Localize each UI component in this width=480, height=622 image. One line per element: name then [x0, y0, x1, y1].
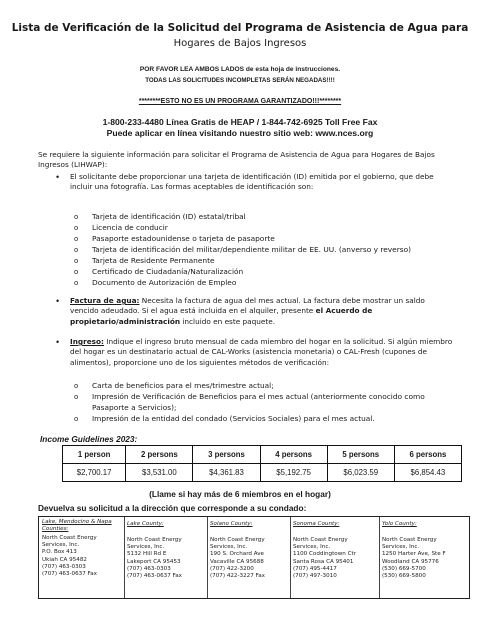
document-title: Lista de Verificación de la Solicitud del Programa de Asistencia de Agua para: [11, 22, 469, 34]
income-guidelines-label: Income Guidelines 2023:: [40, 434, 138, 444]
income-guidelines-table: [62, 445, 462, 482]
bullet-icon: •: [56, 172, 60, 182]
water-bill-bold-text: el Acuerdo de propietario/administración: [70, 306, 373, 326]
id-item-text: Tarjeta de identificación del militar/dependiente militar de EE. UU. (anverso y reverso): [92, 245, 412, 254]
address-line: (707) 422-3200: [210, 565, 254, 572]
income-item: [74, 381, 432, 392]
address-line: Woodland CA 95776: [382, 558, 439, 565]
address-line: (707) 497-3010: [293, 573, 337, 580]
circle-bullet-icon: o: [74, 213, 79, 221]
circle-bullet-icon: o: [74, 235, 79, 243]
address-line: (707) 495-4417: [293, 565, 337, 572]
address-line: (530) 669-5700: [382, 565, 426, 572]
instructions-line-2: TODAS LAS SOLICITUDES INCOMPLETAS SERÁN NEGADAS!!!!: [145, 77, 335, 84]
table-cell: $3,531.00: [126, 464, 193, 482]
table-header-row: [63, 446, 462, 464]
county-column: [291, 517, 380, 598]
phone-line: 1-800-233-4480 Línea Gratis de HEAP / 1-844-742-6925 Toll Free Fax: [102, 117, 378, 127]
county-name: Yolo County:: [382, 521, 417, 527]
address-line: Services, Inc.: [210, 544, 248, 551]
address-line: Vacaville CA 95688: [210, 558, 264, 565]
income-item: [74, 392, 432, 413]
instructions-line-1: POR FAVOR LEA AMBOS LADOS de esta hoja de instrucciones.: [139, 66, 341, 73]
online-line: Puede aplicar en línea visitando nuestro sitio web: www.nces.org: [106, 128, 374, 138]
table-header-cell: 4 persons: [260, 446, 327, 464]
table-row: [63, 464, 462, 482]
county-name: Sonoma County:: [293, 521, 340, 527]
address-line: (707) 463-0303: [42, 563, 86, 570]
address-line: Lakeport CA 95453: [127, 558, 181, 565]
county-column: [125, 517, 208, 598]
county-column: [39, 517, 125, 598]
address-line: North Coast Energy: [293, 537, 348, 543]
income-item-text: Impresión de la entidad del condado (Servicios Sociales) para el mes actual.: [92, 414, 375, 423]
table-header-cell: 5 persons: [327, 446, 394, 464]
income-item-text: Impresión de Verificación de Beneficios para el mes actual (anteriormente conocido como Pasaporte a Servicios);: [92, 392, 425, 412]
county-name: Lake, Mendocino & Napa Counties:: [42, 519, 112, 533]
address-line: 1100 Coddingtown Ctr: [293, 551, 357, 558]
income-item-text: Carta de beneficios para el mes/trimestre actual;: [92, 381, 274, 390]
address-line: Santa Rosa CA 95401: [293, 558, 354, 565]
address-line: P.O. Box 413: [42, 549, 77, 556]
county-name: Lake County:: [127, 521, 164, 527]
circle-bullet-icon: o: [74, 268, 79, 276]
id-item: [74, 212, 246, 223]
id-item-text: Licencia de conducir: [92, 223, 168, 232]
address-line: (707) 463-0637 Fax: [127, 573, 182, 580]
table-cell: $2,700.17: [63, 464, 126, 482]
address-line: North Coast Energy: [382, 537, 437, 543]
address-line: Services, Inc.: [293, 544, 331, 551]
circle-bullet-icon: o: [74, 393, 79, 401]
id-item-text: Documento de Autorización de Empleo: [92, 278, 237, 287]
water-bill-text-1: Necesita la factura de agua del mes actual. La factura debe mostrar un saldo vencido adeudado. Si el agua está incluida en el alquiler, presente: [70, 296, 425, 316]
income-item: [74, 414, 432, 425]
address-line: Services, Inc.: [42, 542, 80, 549]
household-note: (Llame si hay más de 6 miembros en el hogar): [149, 489, 331, 499]
intro-paragraph: Se requiere la siguiente información para solicitar el Programa de Asistencia de Agua para Hogares de Bajos Ingresos (LIHWAP):: [38, 150, 435, 170]
id-item: [74, 245, 412, 256]
circle-bullet-icon: o: [74, 279, 79, 287]
income-paragraph: [70, 337, 455, 368]
circle-bullet-icon: o: [74, 415, 79, 423]
table-header-cell: 2 persons: [126, 446, 193, 464]
water-bill-label: Factura de agua:: [70, 296, 140, 305]
id-item-text: Certificado de Ciudadanía/Naturalización: [92, 267, 244, 276]
county-addresses-box: [38, 516, 470, 599]
id-paragraph: El solicitante debe proporcionar una tarjeta de identificación (ID) emitida por el gobierno, que debe incluir una fotografía. Las formas aceptables de identificación son:: [70, 172, 434, 192]
county-column: [380, 517, 468, 598]
address-line: Services, Inc.: [382, 544, 420, 551]
id-item: [74, 256, 215, 267]
table-header-cell: 6 persons: [394, 446, 461, 464]
id-item-text: Tarjeta de identificación (ID) estatal/tribal: [92, 212, 246, 221]
county-column: [208, 517, 291, 598]
water-bill-paragraph: [70, 296, 455, 327]
address-line: Ukiah CA 95482: [42, 556, 87, 563]
address-line: (530) 669-5800: [382, 573, 426, 580]
circle-bullet-icon: o: [74, 224, 79, 232]
county-name: Solano County:: [210, 521, 253, 527]
address-line: Services, Inc.: [127, 544, 165, 551]
address-line: 190 S. Orchard Ave: [210, 551, 264, 558]
income-label: Ingreso:: [70, 337, 104, 346]
table-cell: $5,192.75: [260, 464, 327, 482]
table-cell: $6,854.43: [394, 464, 461, 482]
circle-bullet-icon: o: [74, 257, 79, 265]
address-line: (707) 463-0637 Fax: [42, 571, 97, 578]
circle-bullet-icon: o: [74, 246, 79, 254]
address-line: 1250 Harter Ave, Ste F: [382, 551, 446, 558]
income-text: Indique el ingreso bruto mensual de cada miembro del hogar en la solicitud. Si algún miembro del hogar es un destinatario actual de CAL-Works (asistencia monetaria) o CAL-Fresh (cupones de alimentos), proporcione uno de los siguientes métodos de verificación:: [70, 337, 453, 367]
id-item: [74, 278, 237, 289]
table-header-cell: 3 persons: [193, 446, 260, 464]
address-line: (707) 422-3227 Fax: [210, 573, 265, 580]
water-bill-text-2: incluido en este paquete.: [182, 316, 276, 326]
id-item-text: Tarjeta de Residente Permanente: [92, 256, 215, 265]
address-line: North Coast Energy: [42, 535, 97, 541]
id-item: [74, 267, 244, 278]
address-line: North Coast Energy: [210, 537, 265, 543]
table-header-cell: 1 person: [63, 446, 126, 464]
not-guaranteed-warning: ********ESTO NO ES UN PROGRAMA GARANTIZADO!!!********: [138, 98, 342, 105]
id-item: [74, 234, 275, 245]
return-instructions: Devuelva su solicitud a la dirección que corresponde a su condado:: [38, 503, 307, 513]
circle-bullet-icon: o: [74, 382, 79, 390]
bullet-icon: •: [56, 296, 60, 306]
table-cell: $4,361.83: [193, 464, 260, 482]
id-item-text: Pasaporte estadounidense o tarjeta de pasaporte: [92, 234, 275, 243]
document-subtitle: Hogares de Bajos Ingresos: [173, 38, 307, 49]
id-item: [74, 223, 168, 234]
table-cell: $6,023.59: [327, 464, 394, 482]
bullet-icon: •: [56, 337, 60, 347]
address-line: North Coast Energy: [127, 537, 182, 543]
address-line: (707) 463-0303: [127, 565, 171, 572]
address-line: 5132 Hill Rd E: [127, 551, 167, 558]
